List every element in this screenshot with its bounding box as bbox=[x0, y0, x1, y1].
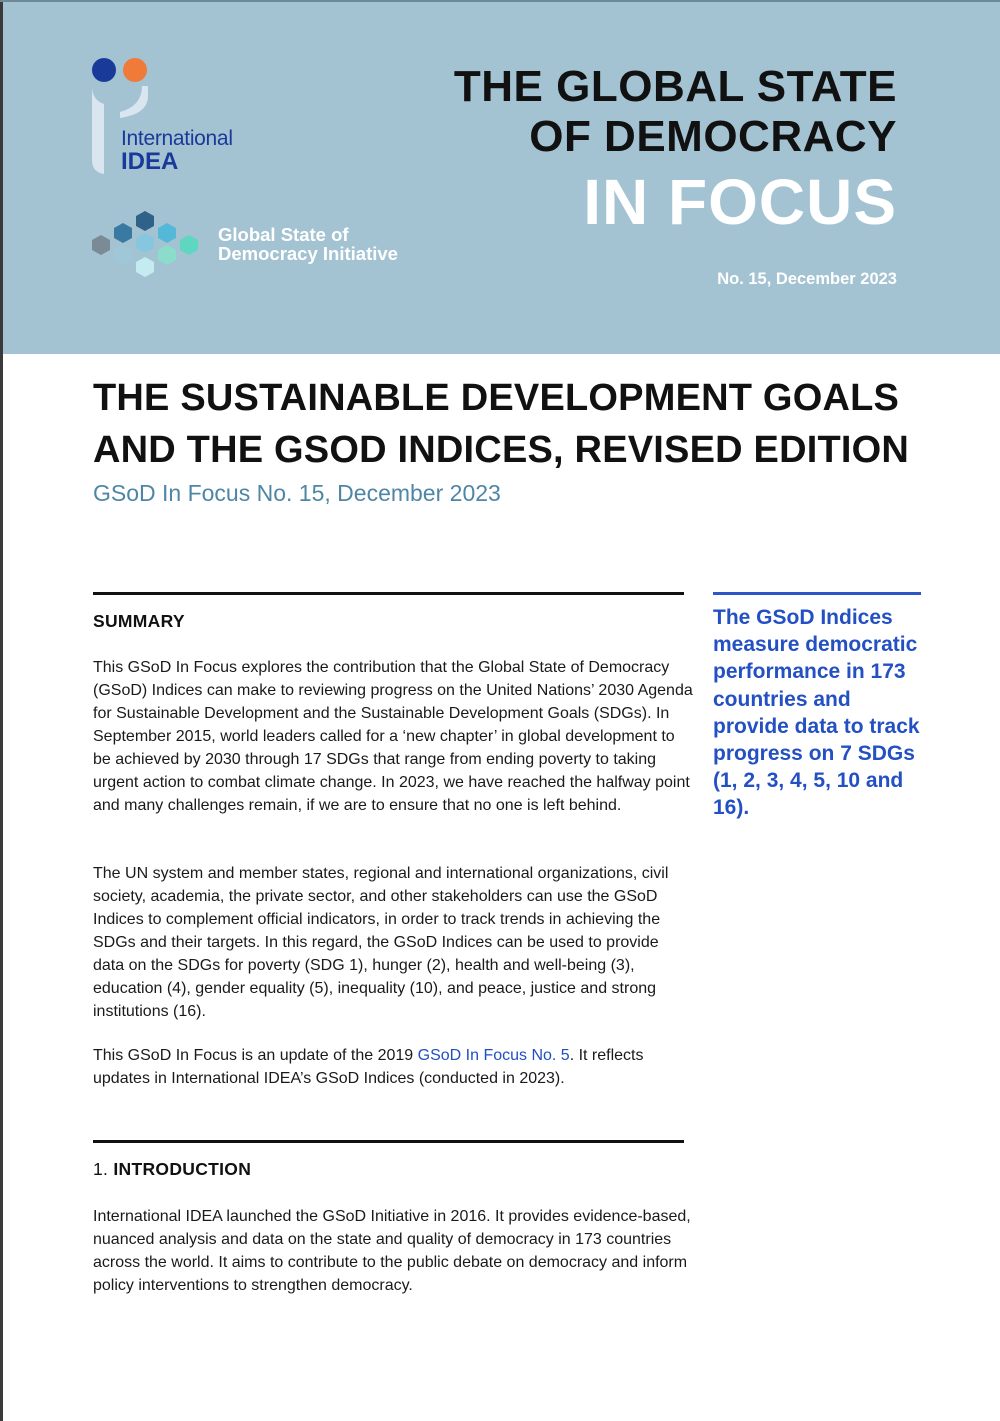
logo-i-shape bbox=[92, 86, 104, 174]
logo-swoosh-shape bbox=[120, 86, 148, 118]
introduction-paragraph-1: International IDEA launched the GSoD Initiative in 2016. It provides evidence-based, nuanced analysis and data on the state and quality of democracy in 173 countries across the world. It aims to contribute to the public debate on democracy and inform policy interventions to strengthen democracy. bbox=[93, 1208, 691, 1294]
summary-heading: SUMMARY bbox=[93, 611, 185, 631]
summary-p3-before: This GSoD In Focus is an update of the 2019 bbox=[93, 1047, 418, 1064]
banner-title bbox=[454, 62, 897, 162]
banner-issue-number: No. 15, December 2023 bbox=[717, 270, 897, 288]
logo-navy-dot bbox=[92, 58, 116, 82]
summary-p3-after: . It reflects updates in International IDEA’s GSoD Indices (conducted in 2023). bbox=[93, 1047, 644, 1087]
logo-orange-dot bbox=[123, 58, 147, 82]
document-subtitle: GSoD In Focus No. 15, December 2023 bbox=[93, 480, 501, 506]
summary-paragraph-3 bbox=[93, 1044, 693, 1090]
gsod-logo-text bbox=[218, 225, 438, 263]
callout-divider bbox=[713, 592, 921, 595]
gsod-logo-line2: Democracy Initiative bbox=[218, 243, 398, 264]
idea-logo-line1: International bbox=[121, 127, 233, 150]
document-title-line1: THE SUSTAINABLE DEVELOPMENT GOALS bbox=[93, 377, 900, 419]
summary-paragraph-1: This GSoD In Focus explores the contribution that the Global State of Democracy (GSoD) Indices can make to reviewing progress on the United Nations’ 2030 Agenda for Sustainable Development and the Sustainable Development Goals (SDGs). In September 2015, world leaders called for a ‘new chapter’ in global development to be achieved by 2030 through 17 SDGs that range from ending poverty to taking urgent action to combat climate change. In 2023, we have reached the halfway point and many challenges remain, if we are to ensure that no one is left behind. bbox=[93, 659, 693, 814]
sdg-callout: The GSoD Indices measure democratic performance in 173 countries and provide data to track progress on 7 SDGs (1, 2, 3, 4, 5, 10 and 16). bbox=[713, 606, 920, 820]
introduction-heading bbox=[93, 1159, 251, 1180]
summary-paragraph-2: The UN system and member states, regional and international organizations, civil society, academia, the private sector, and other stakeholders can use the GSoD Indices to complement official indicators, in order to track trends in achieving the SDGs and their targets. In this regard, the GSoD Indices can be used to provide data on the SDGs for poverty (SDG 1), hunger (2), health and well-being (3), education (4), gender equality (5), inequality (10), and peace, justice and strong institutions (16). bbox=[93, 865, 669, 1020]
introduction-divider bbox=[93, 1140, 684, 1143]
hexagon-cluster-icon bbox=[92, 211, 198, 277]
gsod-logo-line1: Global State of bbox=[218, 224, 349, 245]
introduction-heading-text: INTRODUCTION bbox=[113, 1159, 252, 1179]
summary-divider bbox=[93, 592, 684, 595]
idea-logo-line2: IDEA bbox=[121, 148, 179, 175]
gsod-in-focus-5-link[interactable]: GSoD In Focus No. 5 bbox=[417, 1047, 570, 1064]
document-title bbox=[93, 372, 953, 476]
introduction-number: 1. bbox=[93, 1159, 109, 1179]
gsod-initiative-logo bbox=[92, 210, 202, 282]
banner-title-line1: THE GLOBAL STATE bbox=[453, 62, 897, 111]
banner-title-line2: OF DEMOCRACY bbox=[529, 112, 897, 161]
document-title-line2: AND THE GSOD INDICES, REVISED EDITION bbox=[93, 429, 910, 471]
banner-in-focus: IN FOCUS bbox=[583, 166, 897, 238]
